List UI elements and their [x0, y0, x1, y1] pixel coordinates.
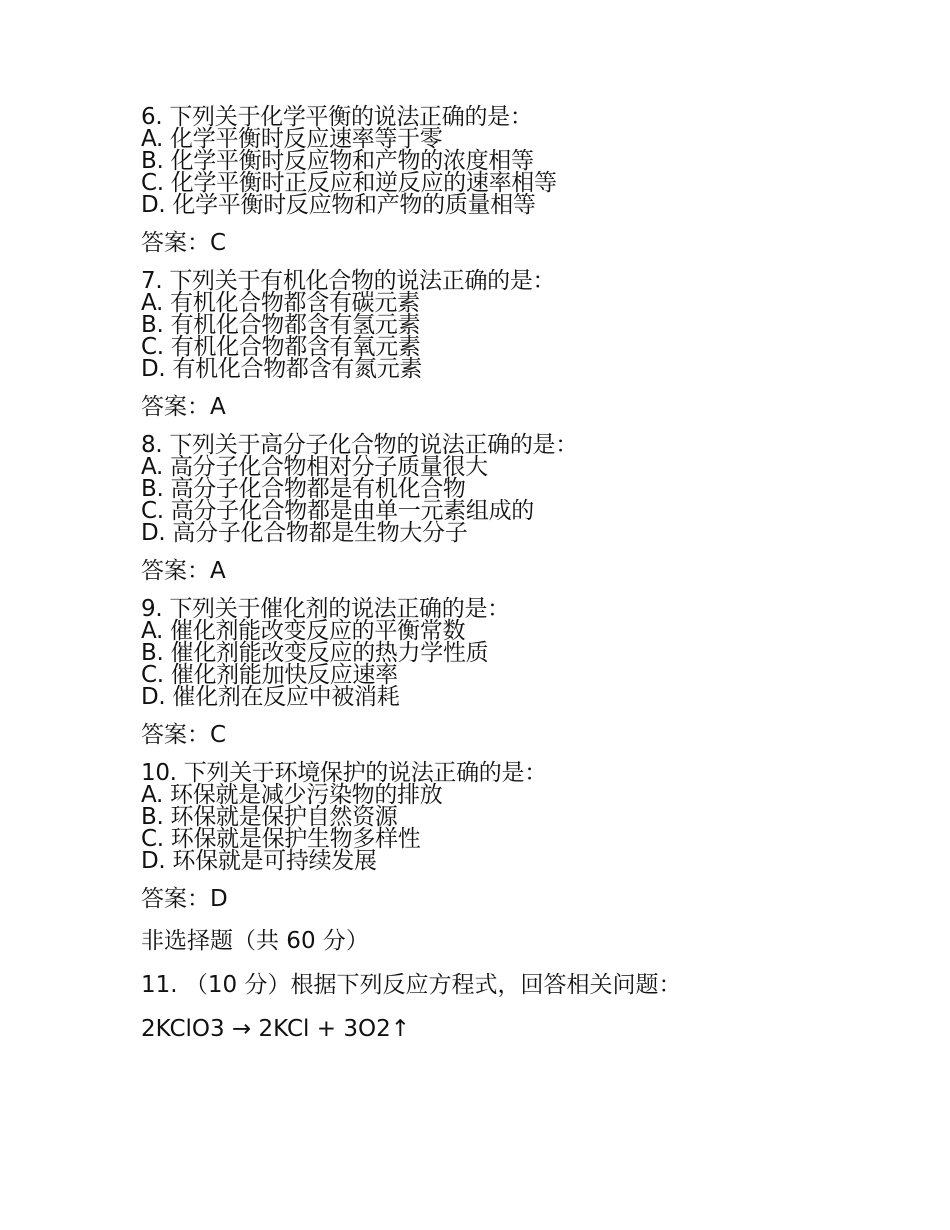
answer-line: 答案：D: [141, 886, 228, 912]
question-stem: 7. 下列关于有机化合物的说法正确的是：: [141, 268, 556, 294]
option-d: D. 化学平衡时反应物和产物的质量相等: [141, 192, 536, 218]
option-a: A. 有机化合物都含有碳元素: [141, 290, 420, 316]
answer-line: 答案：A: [141, 394, 226, 420]
answer-line: 答案：A: [141, 558, 226, 584]
option-c: C. 化学平衡时正反应和逆反应的速率相等: [141, 170, 557, 196]
reaction-equation: 2KClO3 → 2KCl + 3O2↑: [141, 1016, 410, 1042]
option-a: A. 化学平衡时反应速率等于零: [141, 126, 443, 152]
option-c: C. 环保就是保护生物多样性: [141, 826, 421, 852]
option-d: D. 有机化合物都含有氮元素: [141, 356, 423, 382]
question-stem: 10. 下列关于环境保护的说法正确的是：: [141, 760, 547, 786]
option-b: B. 高分子化合物都是有机化合物: [141, 476, 466, 502]
option-a: A. 高分子化合物相对分子质量很大: [141, 454, 488, 480]
option-d: D. 环保就是可持续发展: [141, 848, 377, 874]
option-c: C. 高分子化合物都是由单一元素组成的: [141, 498, 534, 524]
question-stem: 6. 下列关于化学平衡的说法正确的是：: [141, 104, 533, 130]
question-stem: 8. 下列关于高分子化合物的说法正确的是：: [141, 432, 578, 458]
option-c: C. 催化剂能加快反应速率: [141, 662, 398, 688]
question-stem: 9. 下列关于催化剂的说法正确的是：: [141, 596, 510, 622]
question-7: [141, 270, 901, 422]
option-a: A. 催化剂能改变反应的平衡常数: [141, 618, 466, 644]
answer-line: 答案：C: [141, 230, 227, 256]
answer-line: 答案：C: [141, 722, 227, 748]
section-title: 非选择题（共 60 分）: [141, 928, 369, 954]
option-b: B. 有机化合物都含有氢元素: [141, 312, 421, 338]
document-page: [141, 106, 901, 1044]
option-c: C. 有机化合物都含有氧元素: [141, 334, 421, 360]
question-11-prompt: 11. （10 分）根据下列反应方程式，回答相关问题：: [141, 972, 682, 998]
option-d: D. 高分子化合物都是生物大分子: [141, 520, 468, 546]
option-d: D. 催化剂在反应中被消耗: [141, 684, 400, 710]
option-b: B. 环保就是保护自然资源: [141, 804, 398, 830]
question-8: [141, 434, 901, 586]
question-9: [141, 598, 901, 750]
question-10: [141, 762, 901, 914]
option-b: B. 化学平衡时反应物和产物的浓度相等: [141, 148, 534, 174]
option-b: B. 催化剂能改变反应的热力学性质: [141, 640, 489, 666]
question-6: [141, 106, 901, 258]
option-a: A. 环保就是减少污染物的排放: [141, 782, 443, 808]
